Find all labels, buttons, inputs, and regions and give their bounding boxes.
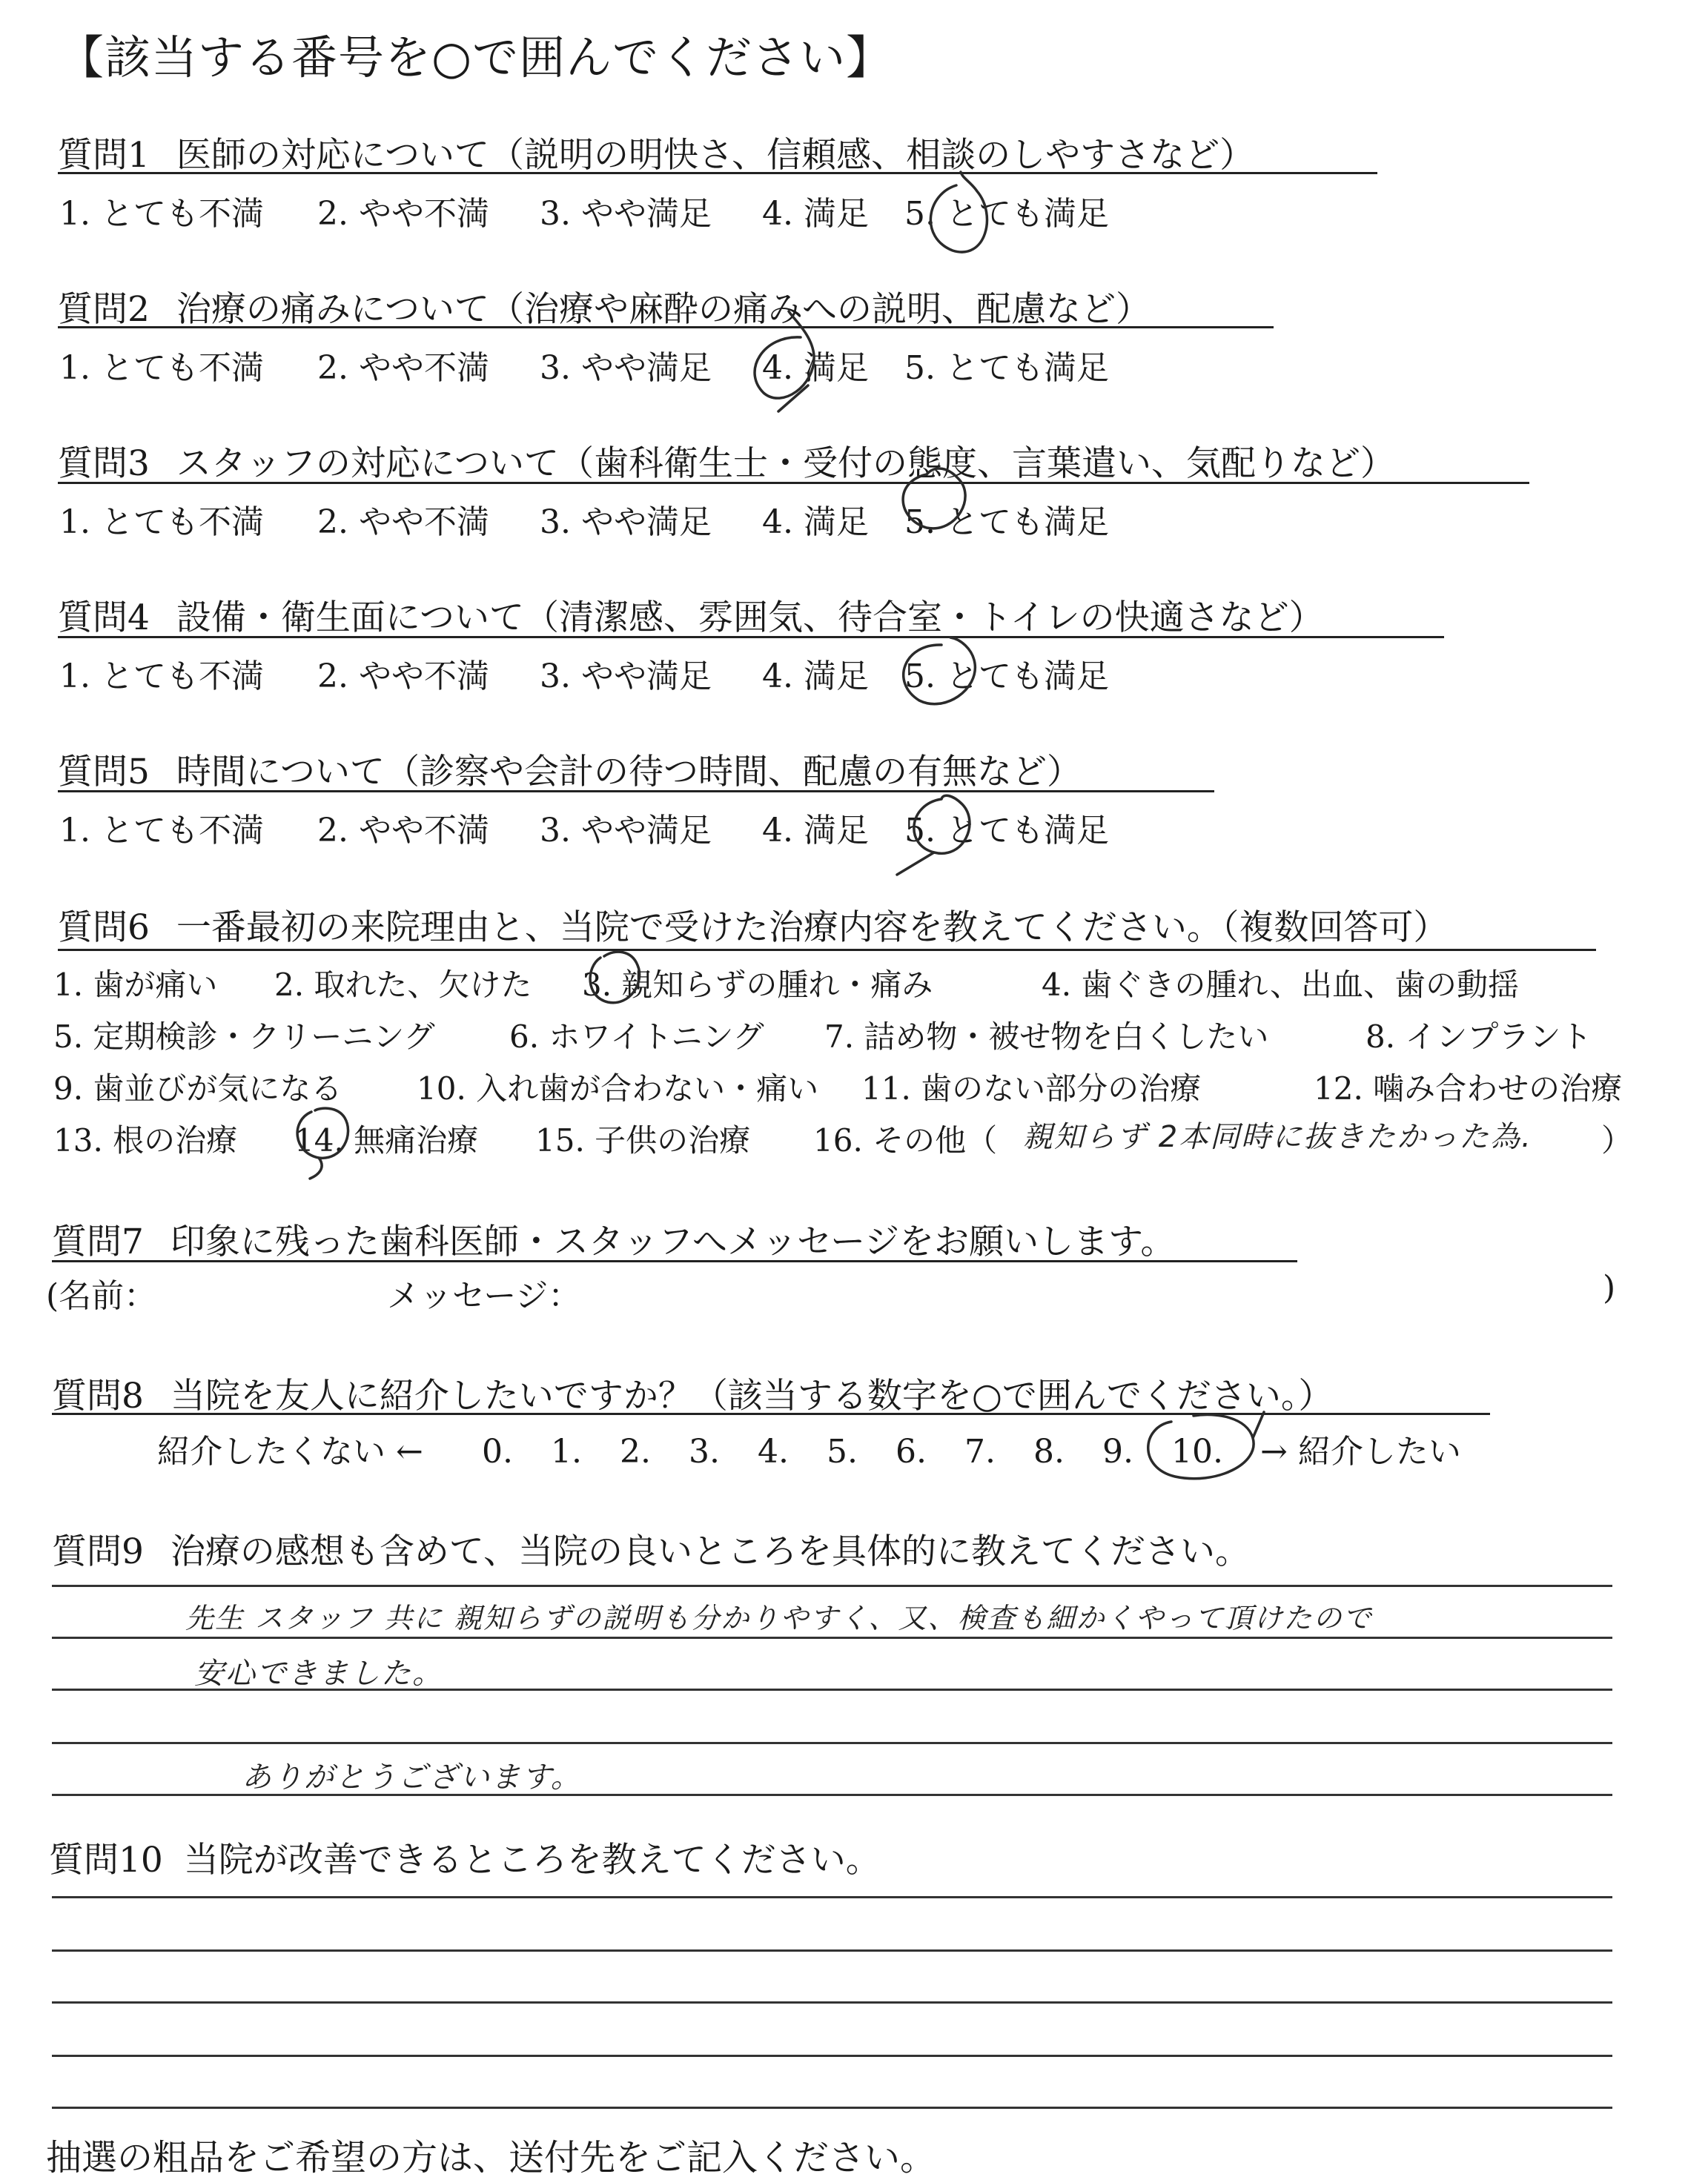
rating-option-4[interactable]: 4. 満足	[762, 503, 869, 541]
q6-option-4[interactable]: 4. 歯ぐきの腫れ、出血、歯の動揺	[1042, 967, 1519, 1003]
q7-message-label: メッセージ：	[387, 1277, 581, 1315]
q4-options	[59, 649, 1109, 697]
q3-options	[59, 495, 1109, 543]
q6-option-15[interactable]: 15. 子供の治療	[535, 1122, 751, 1159]
question-9	[52, 1524, 1250, 1574]
q9-handwritten-line-2: 安心できました。	[194, 1657, 443, 1691]
question-label: 質問6	[58, 907, 150, 948]
q6-option-9[interactable]: 9. 歯並びが気になる	[53, 1070, 342, 1107]
question-label: 質問3	[58, 443, 150, 484]
q6-option-11[interactable]: 11. 歯のない部分の治療	[861, 1070, 1202, 1107]
rating-option-1[interactable]: 1. とても不満	[59, 503, 264, 541]
q6-option-14[interactable]: 14. 無痛治療	[294, 1122, 479, 1159]
q6-option-7[interactable]: 7. 詰め物・被せ物を白くしたい	[824, 1018, 1269, 1055]
question-label: 質問2	[58, 289, 150, 330]
q6-option-1[interactable]: 1. 歯が痛い	[53, 967, 218, 1003]
page-header: 【該当する番号を○で囲んでください】	[58, 30, 893, 85]
question-underline	[58, 326, 1274, 328]
rating-option-2[interactable]: 2. やや不満	[317, 812, 489, 849]
q8-scale-9[interactable]: 9.	[1102, 1433, 1133, 1471]
question-label: 質問5	[58, 752, 150, 792]
q6-row-1	[53, 961, 1519, 1005]
rating-option-5[interactable]: 5. とても満足	[904, 349, 1109, 387]
answer-line	[52, 2107, 1612, 2109]
answer-line	[52, 2055, 1612, 2057]
rating-option-3[interactable]: 3. やや満足	[540, 195, 712, 233]
question-7	[52, 1214, 1175, 1264]
question-text: 治療の感想も含めて、当院の良いところを具体的に教えてください。	[170, 1531, 1250, 1572]
q6-row-4	[53, 1116, 997, 1161]
q6-other-handwritten[interactable]: 親知らず 2本同時に抜きたかった為.	[1023, 1120, 1532, 1154]
rating-option-1[interactable]: 1. とても不満	[59, 812, 264, 849]
question-underline	[58, 636, 1444, 638]
question-text: 一番最初の来院理由と、当院で受けた治療内容を教えてください。（複数回答可）	[176, 907, 1449, 948]
q6-option-13[interactable]: 13. 根の治療	[53, 1122, 238, 1159]
question-10	[49, 1832, 881, 1882]
rating-option-4[interactable]: 4. 満足	[762, 349, 869, 387]
question-label: 質問7	[52, 1222, 144, 1262]
q8-scale-5[interactable]: 5.	[827, 1433, 858, 1471]
rating-option-3[interactable]: 3. やや満足	[540, 503, 712, 541]
question-5	[58, 744, 1082, 794]
q8-scale-7[interactable]: 7.	[964, 1433, 996, 1471]
question-underline	[58, 172, 1377, 174]
q7-close: )	[1603, 1269, 1616, 1307]
question-underline	[52, 1413, 1490, 1415]
question-text: 当院が改善できるところを教えてください。	[183, 1840, 881, 1881]
rating-option-2[interactable]: 2. やや不満	[317, 349, 489, 387]
q6-other-close: ）	[1601, 1122, 1633, 1159]
q9-handwritten-line-1: 先生 スタッフ 共に 親知らずの説明も分かりやすく、又、検査も細かくやって頂けたので	[185, 1602, 1373, 1634]
q8-scale-8[interactable]: 8.	[1033, 1433, 1065, 1471]
rating-option-5[interactable]: 5. とても満足	[904, 195, 1109, 233]
q8-right-label: → 紹介したい	[1260, 1433, 1461, 1471]
rating-option-2[interactable]: 2. やや不満	[317, 657, 489, 695]
q6-row-2	[53, 1013, 1592, 1057]
q6-option-5[interactable]: 5. 定期検診・クリーニング	[53, 1018, 435, 1055]
answer-line	[52, 2001, 1612, 2004]
q6-option-2[interactable]: 2. 取れた、欠けた	[274, 967, 532, 1003]
q6-option-6[interactable]: 6. ホワイトニング	[509, 1018, 764, 1055]
rating-option-5[interactable]: 5. とても満足	[904, 657, 1109, 695]
q8-scale-10[interactable]: 10.	[1171, 1433, 1223, 1471]
q6-option-8[interactable]: 8. インプラント	[1366, 1018, 1592, 1055]
rating-option-1[interactable]: 1. とても不満	[59, 349, 264, 387]
question-underline	[58, 482, 1529, 484]
rating-option-1[interactable]: 1. とても不満	[59, 657, 264, 695]
q8-scale-2[interactable]: 2.	[620, 1433, 651, 1471]
q8-left-label: 紹介したくない ←	[157, 1433, 423, 1471]
rating-option-4[interactable]: 4. 満足	[762, 812, 869, 849]
q6-option-12[interactable]: 12. 噛み合わせの治療	[1314, 1070, 1623, 1107]
question-text: 設備・衛生面について（清潔感、雰囲気、待合室・トイレの快適さなど）	[176, 597, 1324, 638]
rating-option-5[interactable]: 5. とても満足	[904, 503, 1109, 541]
question-6	[58, 900, 1448, 950]
question-label: 質問10	[49, 1840, 163, 1881]
q6-option-3[interactable]: 3. 親知らずの腫れ・痛み	[582, 967, 933, 1003]
question-text: 印象に残った歯科医師・スタッフへメッセージをお願いします。	[170, 1222, 1176, 1262]
rating-option-3[interactable]: 3. やや満足	[540, 349, 712, 387]
q6-row-3	[53, 1064, 1622, 1109]
question-label: 質問8	[52, 1376, 144, 1417]
q8-scale-4[interactable]: 4.	[758, 1433, 789, 1471]
q6-option-10[interactable]: 10. 入れ歯が合わない・痛い	[417, 1070, 819, 1107]
question-label: 質問1	[58, 135, 150, 176]
answer-line	[52, 1585, 1612, 1587]
rating-option-2[interactable]: 2. やや不満	[317, 195, 489, 233]
question-2	[58, 282, 1151, 331]
footer-note: 抽選の粗品をご希望の方は、送付先をご記入ください。	[46, 2137, 936, 2179]
answer-line	[52, 1949, 1612, 1952]
question-label: 質問4	[58, 597, 150, 638]
answer-line	[52, 1742, 1612, 1744]
q5-options	[59, 804, 1109, 851]
q8-scale-0[interactable]: 0.	[482, 1433, 513, 1471]
q8-scale	[157, 1425, 1461, 1472]
rating-option-3[interactable]: 3. やや満足	[540, 812, 712, 849]
q8-scale-6[interactable]: 6.	[896, 1433, 927, 1471]
rating-option-1[interactable]: 1. とても不満	[59, 195, 264, 233]
rating-option-4[interactable]: 4. 満足	[762, 657, 869, 695]
question-text: 当院を友人に紹介したいですか？（該当する数字を○で囲んでください。）	[170, 1376, 1334, 1417]
q6-option-16[interactable]: 16. その他（	[813, 1122, 998, 1159]
q9-handwritten-line-3: ありがとうございます。	[242, 1760, 582, 1795]
answer-line	[52, 1896, 1612, 1898]
question-8	[52, 1368, 1333, 1418]
question-text: 時間について（診察や会計の待つ時間、配慮の有無など）	[176, 752, 1082, 792]
question-label: 質問9	[52, 1531, 144, 1572]
rating-option-4[interactable]: 4. 満足	[762, 195, 869, 233]
question-underline	[58, 949, 1596, 951]
question-text: 医師の対応について（説明の明快さ、信頼感、相談のしやすさなど）	[176, 135, 1255, 176]
q8-scale-1[interactable]: 1.	[551, 1433, 582, 1471]
question-4	[58, 590, 1324, 640]
question-3	[58, 436, 1395, 486]
question-text: 治療の痛みについて（治療や麻酔の痛みへの説明、配慮など）	[176, 289, 1151, 330]
rating-option-5[interactable]: 5. とても満足	[904, 812, 1109, 849]
question-1	[58, 127, 1254, 177]
q2-options	[59, 341, 1109, 388]
q1-options	[59, 187, 1109, 234]
rating-option-2[interactable]: 2. やや不満	[317, 503, 489, 541]
q8-scale-3[interactable]: 3.	[689, 1433, 720, 1471]
rating-option-3[interactable]: 3. やや満足	[540, 657, 712, 695]
q7-name-label: (名前：	[46, 1277, 157, 1315]
question-underline	[58, 790, 1214, 792]
question-text: スタッフの対応について（歯科衛生士・受付の態度、言葉遣い、気配りなど）	[176, 443, 1395, 484]
answer-line	[52, 1637, 1612, 1639]
question-underline	[52, 1260, 1297, 1262]
